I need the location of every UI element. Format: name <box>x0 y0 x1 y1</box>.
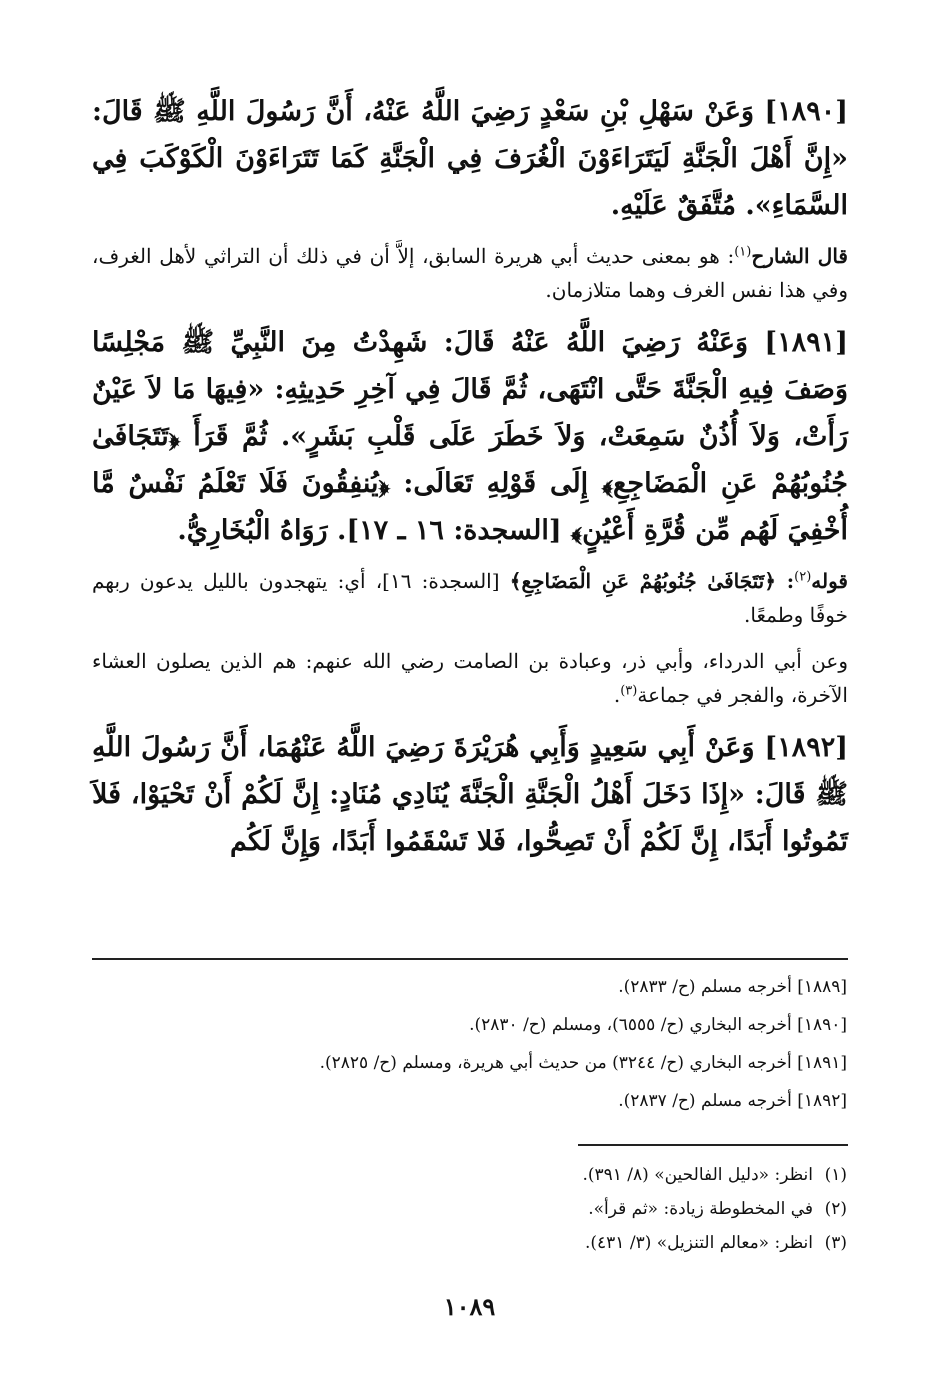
takhrij-divider <box>92 958 848 960</box>
footnote-number: (٢) <box>824 1199 847 1219</box>
hadith-1890: [١٨٩٠] وَعَنْ سَهْلِ بْنِ سَعْدٍ رَضِيَ اللَّهُ عَنْهُ، أَنَّ رَسُولَ اللَّهِ ﷺ قَالَ: «إِنَّ أَهْلَ الْجَنَّةِ لَيَتَرَاءَوْنَ الْغُرَفَ فِي الْجَنَّةِ كَمَا تَتَرَاءَوْنَ الْكَوْكَبَ فِي السَّمَاءِ». مُتَّفَقٌ عَلَيْهِ. <box>92 96 848 221</box>
commentary-1891 <box>92 564 848 632</box>
footnote-item <box>91 1198 847 1220</box>
commentary-end: . <box>613 683 621 707</box>
footnote-number: (١) <box>824 1165 847 1185</box>
commentary-1890 <box>92 239 848 307</box>
takhrij-line: [١٨٩٢] أخرجه مسلم (ح/ ٢٨٣٧). <box>618 1091 847 1111</box>
footnote-ref[interactable]: (١) <box>734 244 752 260</box>
footnote-item <box>91 1164 847 1186</box>
commentary-text: وعن أبي الدرداء، وأبي ذر، وعبادة بن الصامت رضي الله عنهم: هم الذين يصلون العشاء الآخرة، والفجر في جماعة <box>92 649 848 707</box>
footnote-text: انظر: «دليل الفالحين» (٨/ ٣٩١). <box>582 1165 813 1185</box>
takhrij-line: [١٨٩٠] أخرجه البخاري (ح/ ٦٥٥٥)، ومسلم (ح/ ٢٨٣٠). <box>469 1015 847 1035</box>
footnote-number: (٣) <box>824 1233 847 1253</box>
page-body <box>92 88 848 1348</box>
page-number: ١٠٨٩ <box>443 1292 496 1321</box>
commentary-text: : هو بمعنى حديث أبي هريرة السابق، إلاَّ أن في ذلك أن التراثي لأهل الغرف، وفي هذا نفس الغرف وهما متلازمان. <box>92 244 848 302</box>
commentary-narrations <box>92 644 848 712</box>
footnote-item <box>91 1232 847 1254</box>
footnote-divider <box>578 1144 848 1146</box>
hadith-1891: [١٨٩١] وَعَنْهُ رَضِيَ اللَّهُ عَنْهُ قَالَ: شَهِدْتُ مِنَ النَّبِيِّ ﷺ مَجْلِسًا وَصَفَ فِيهِ الْجَنَّةَ حَتَّى انْتَهَى، ثُمَّ قَالَ فِي آخِرِ حَدِيثِهِ: «فِيهَا مَا لاَ عَيْنٌ رَأَتْ، وَلاَ أُذُنٌ سَمِعَتْ، وَلاَ خَطَرَ عَلَى قَلْبِ بَشَرٍ». ثُمَّ قَرَأَ ﴿تَتَجَافَىٰ جُنُوبُهُمْ عَنِ الْمَضَاجِعِ﴾ إِلَى قَوْلِهِ تَعَالَى: ﴿يُنفِقُونَ فَلَا تَعْلَمُ نَفْسٌ مَّا أُخْفِيَ لَهُم مِّن قُرَّةِ أَعْيُنٍ﴾ [السجدة: ١٦ ـ ١٧]. رَوَاهُ الْبُخَارِيُّ. <box>92 327 848 546</box>
footnote-ref[interactable]: (٣) <box>620 683 638 699</box>
footnote-text: في المخطوطة زيادة: «ثم قرأ». <box>588 1199 813 1219</box>
footnotes <box>91 1164 847 1266</box>
commentary-text: [السجدة: ١٦]، أي: يتهجدون بالليل يدعون ربهم خوفًا وطمعًا. <box>92 569 848 627</box>
commentary-lead: قوله <box>811 569 848 593</box>
footnote-ref[interactable]: (٢) <box>794 569 812 585</box>
quran-verse: : ﴿تَتَجَافَىٰ جُنُوبُهُمْ عَنِ الْمَضَاجِعِ﴾ <box>509 569 795 593</box>
takhrij-line: [١٨٨٩] أخرجه مسلم (ح/ ٢٨٣٣). <box>618 977 847 997</box>
hadith-1892: [١٨٩٢] وَعَنْ أَبِي سَعِيدٍ وَأَبِي هُرَيْرَةَ رَضِيَ اللَّهُ عَنْهُمَا، أَنَّ رَسُولَ اللَّهِ ﷺ قَالَ: «إِذَا دَخَلَ أَهْلُ الْجَنَّةِ الْجَنَّةَ يُنَادِي مُنَادٍ: إِنَّ لَكُمْ أَنْ تَحْيَوْا، فَلاَ تَمُوتُوا أَبَدًا، إِنَّ لَكُمْ أَنْ تَصِحُّوا، فَلا تَسْقَمُوا أَبَدًا، وَإِنَّ لَكُم <box>92 732 848 857</box>
takhrij-line: [١٨٩١] أخرجه البخاري (ح/ ٣٢٤٤) من حديث أبي هريرة، ومسلم (ح/ ٢٨٢٥). <box>319 1053 847 1073</box>
footnote-text: انظر: «معالم التنزيل» (٣/ ٤٣١). <box>584 1233 813 1253</box>
takhrij-notes <box>91 976 847 1128</box>
commentary-lead: قال الشارح <box>751 244 848 268</box>
